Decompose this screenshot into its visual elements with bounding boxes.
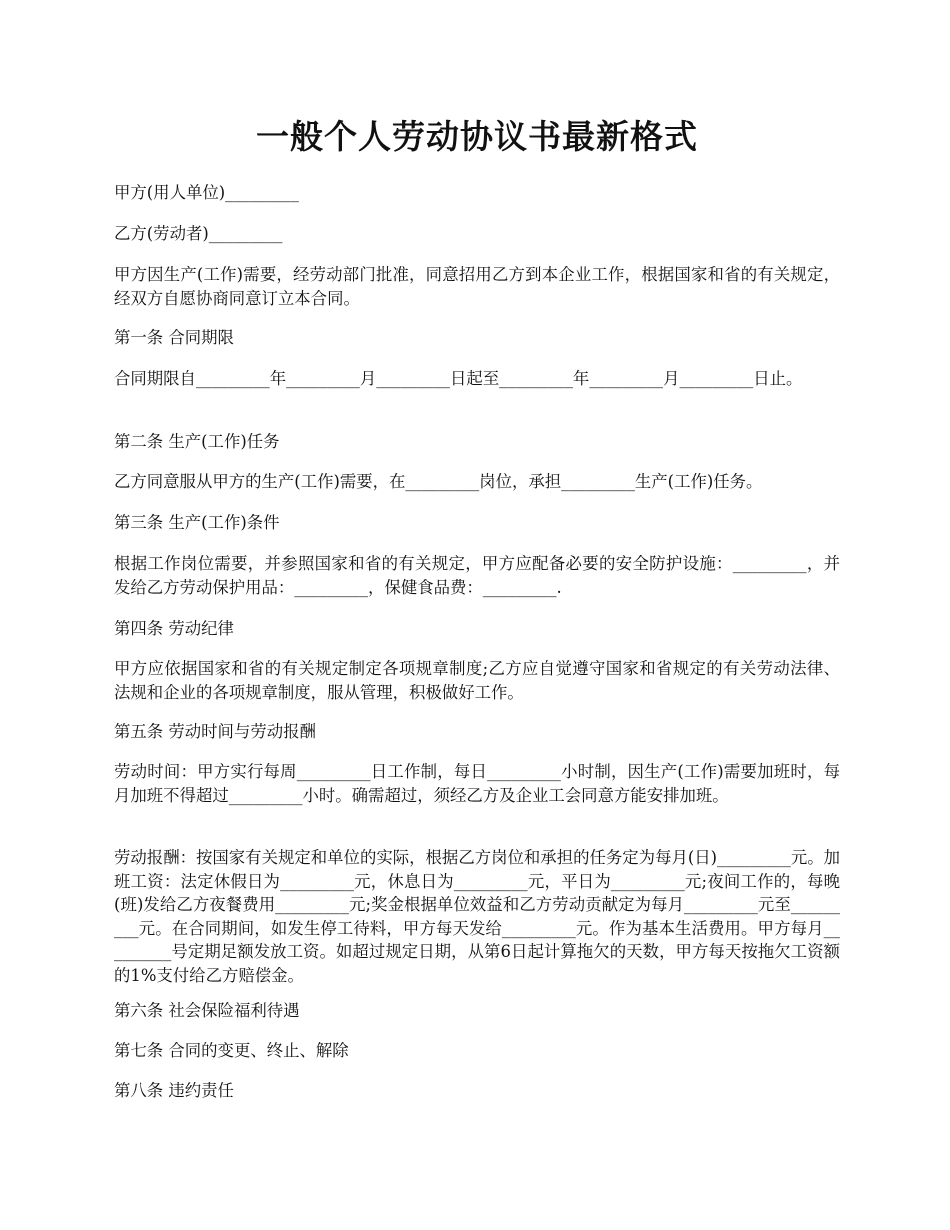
remuneration-paragraph: 劳动报酬：按国家有关规定和单位的实际，根据乙方岗位和承担的任务定为每月(日)_________元。加班工资：法定休假日为_________元，休息日为_________元，平日为_________元;夜间工作的，每晚(班)发给乙方夜餐费用_________元;奖金根据单位效益和乙方劳动贡献定为每月_________元至_________元。在合同期间，如发生停工待料，甲方每天发给_________元。作为基本生活费用。甲方每月_________号定期足额发放工资。如超过规定日期，从第6日起计算拖欠的天数，甲方每天按拖欠工资额的1%支付给乙方赔偿金。 (114, 848, 840, 985)
article-7-heading: 第七条 合同的变更、终止、解除 (114, 1041, 349, 1060)
article-1-heading: 第一条 合同期限 (114, 328, 234, 347)
article-2-body: 乙方同意服从甲方的生产(工作)需要，在_________岗位，承担_________生产(工作)任务。 (114, 472, 763, 491)
working-hours-paragraph: 劳动时间：甲方实行每周_________日工作制，每日_________小时制，因生产(工作)需要加班时，每月加班不得超过_________小时。确需超过，须经乙方及企业工会同意方能安排加班。 (114, 762, 840, 805)
document-title: 一般个人劳动协议书最新格式 (256, 117, 698, 156)
preamble-paragraph: 甲方因生产(工作)需要，经劳动部门批准，同意招用乙方到本企业工作，根据国家和省的有关规定，经双方自愿协商同意订立本合同。 (114, 265, 840, 308)
article-4-heading: 第四条 劳动纪律 (114, 619, 234, 638)
article-2-heading: 第二条 生产(工作)任务 (114, 432, 280, 451)
article-4-body: 甲方应依据国家和省的有关规定制定各项规章制度;乙方应自觉遵守国家和省规定的有关劳动法律、法规和企业的各项规章制度，服从管理，积极做好工作。 (114, 659, 840, 702)
article-3-heading: 第三条 生产(工作)条件 (114, 513, 280, 532)
article-1-body: 合同期限自_________年_________月_________日起至_________年_________月_________日止。 (114, 369, 803, 388)
article-5-heading: 第五条 劳动时间与劳动报酬 (114, 722, 316, 741)
article-8-heading: 第八条 违约责任 (114, 1081, 234, 1100)
article-3-body: 根据工作岗位需要，并参照国家和省的有关规定，甲方应配备必要的安全防护设施：_________，并发给乙方劳动保护用品：_________，保健食品费：_________. (114, 554, 840, 597)
party-a-line: 甲方(用人单位)_________ (114, 183, 299, 202)
party-b-line: 乙方(劳动者)_________ (114, 224, 283, 243)
article-6-heading: 第六条 社会保险福利待遇 (114, 1001, 300, 1020)
